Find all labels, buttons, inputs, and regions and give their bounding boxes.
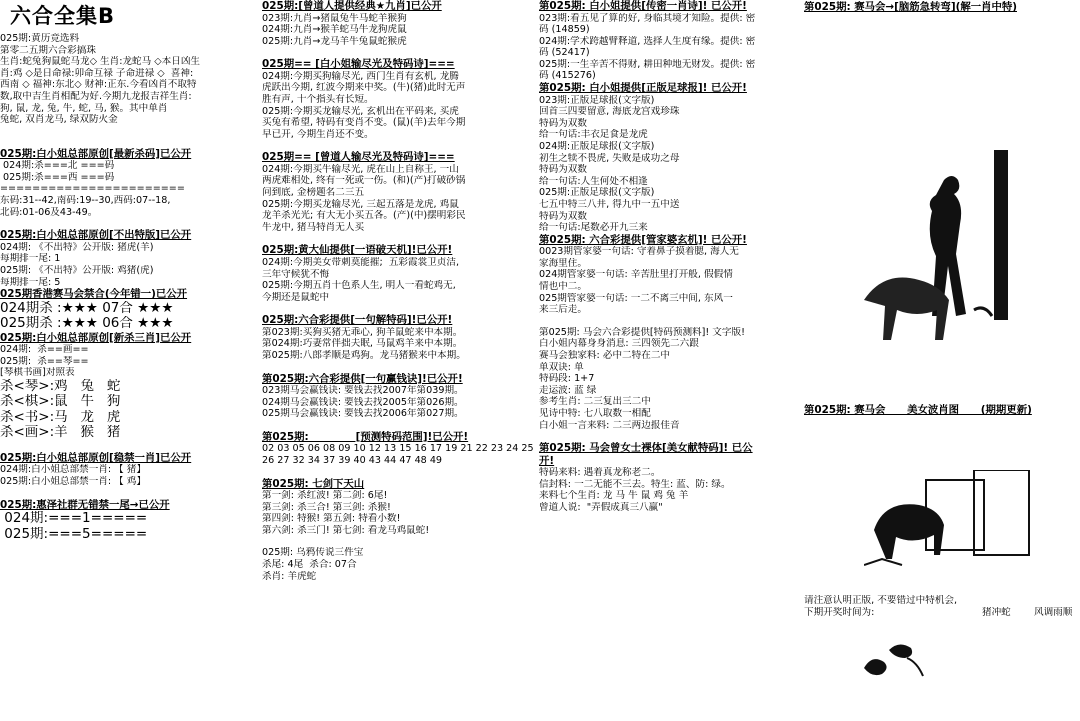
- text-line: 024期: 《不出特》公开版: 猪虎(羊): [0, 241, 154, 253]
- text-line: 025期:今期五肖十色系人生, 明人一看蛇鸡无,: [262, 280, 456, 292]
- text-line: 走运波: 蓝 绿: [539, 384, 597, 396]
- text-line: 025期:一生辛苦不得财, 耕田种地无财发。提供: 密: [539, 58, 756, 70]
- text-line: 家海里住。: [539, 257, 587, 269]
- text-line: 来料七个生肖: 龙 马 牛 鼠 鸡 兔 羊: [539, 490, 689, 502]
- section-header: 025期:六合彩提供[一句解特码]!已公开!: [262, 314, 453, 327]
- text-line: 北码:01-06及43-49。: [0, 206, 98, 218]
- text-line: 024期:学术跨越臂释道, 选择人生度有缘。提供: 密: [539, 35, 756, 47]
- text-line: =======================: [0, 183, 185, 195]
- text-line: [琴棋书画]对照表: [0, 367, 75, 379]
- text-line: 023期:正版足球报(文字版): [539, 94, 655, 106]
- text-line: 回首三四要留意, 海底龙宫戏珍珠: [539, 106, 680, 118]
- spacer: [262, 140, 535, 151]
- text-line: 数,取中吉生肖相配为好.今期九龙报吉祥生肖:: [0, 90, 192, 102]
- spacer: [0, 441, 258, 452]
- page-title: 六合全集B: [10, 4, 116, 28]
- text-line: 025期:今期买龙输尽光, 三起五落是龙虎, 鸡鼠: [262, 198, 459, 210]
- text-line: 024期:杀===北 ===码: [0, 160, 115, 172]
- text-line: 参考生肖: 二三复出三二中: [539, 396, 651, 408]
- text-line: 东码:31--42,南码:19--30,西码:07--18,: [0, 195, 171, 207]
- text-line: 牛龙中, 猪马特肖无人买: [262, 221, 365, 233]
- text-line: 杀<棋>:鼠 牛 狗: [0, 394, 121, 410]
- text-line: 情也中二。: [539, 280, 587, 292]
- text-line: 曾道人说: "弄假成真三八赢": [539, 501, 663, 513]
- text-line: 赛马会独家料: 必中二特在二中: [539, 349, 671, 361]
- text-line: 杀<琴>:鸡 兔 蛇: [0, 378, 121, 394]
- column-4: [804, 0, 1080, 721]
- text-line: 024期: 杀==画==: [0, 344, 89, 356]
- text-line: 025期:白小姐总部禁一肖: 【 鸡】: [0, 475, 146, 487]
- text-line: 每期排一尾: 5: [0, 276, 61, 288]
- text-line: 单双诀: 单: [539, 361, 584, 373]
- text-line: 第三剑: 杀三合! 第三剑: 杀猴!: [262, 501, 391, 513]
- text-line: 每期排一尾: 1: [0, 253, 61, 265]
- pig-snake-phrase: 猪冲蛇: [982, 607, 1011, 618]
- text-line: 码 (52417): [539, 47, 590, 59]
- text-line: 问到底, 金榜题名二三五: [262, 187, 365, 199]
- section-header: 025期== [曾道人输尽光及特码诗]===: [262, 151, 455, 164]
- text-line: 杀尾: 4尾 杀合: 07合: [262, 559, 357, 570]
- section-header: 第025期: 白小姐提供[正版足球报]! 已公开!: [539, 82, 747, 95]
- section-header: 第025期: [预测特码范围]!已公开!: [262, 430, 469, 443]
- text-line: 两虎难相处, 终有一死或一伤。(和)(产)打破砂锅: [262, 175, 466, 187]
- text-line: 特码为双数: [539, 210, 587, 222]
- text-line: 023期:九肖→猪鼠兔牛马蛇羊猴狗: [262, 12, 407, 24]
- riddle-header: 第025期: 赛马会→[脑筋急转弯](解一肖中特): [804, 1, 1018, 13]
- text-line: 024期:今期买牛输尽光, 虎在山上自称王, 一山: [262, 163, 459, 175]
- text-line: 025期:今期买龙输尽光, 玄机出在平码来, 买虎: [262, 105, 459, 117]
- text-line: 西南 ◇ 福神:东北◇ 财神:正东.今看凶肖不取特: [0, 79, 197, 91]
- text-line: 狗, 鼠, 龙, 兔, 牛, 蛇, 马, 猴。其中单肖: [0, 102, 168, 114]
- text-line: 第六剑: 杀三门! 第七剑: 看龙马鸡鼠蛇!: [262, 524, 430, 536]
- section-header: 025期:黄大仙提供[一语破天机]!已公开!: [262, 244, 453, 257]
- section-header: 025期:[曾道人提供经典★九肖]已公开: [262, 0, 442, 12]
- text-line: 买兔有希望, 特码有变肖不变。(鼠)(羊)去年今期: [262, 117, 466, 129]
- text-line: 白小姐一言来料: 二三两边报佳音: [539, 419, 680, 431]
- text-line: 码 (14859): [539, 24, 590, 36]
- text-line: 025期: 乌鸦传说三件宝: [262, 547, 364, 559]
- section-header: 025期:白小姐总部原创[最新杀码]已公开: [0, 147, 192, 160]
- ink-painting-horse-rider: [844, 150, 1044, 350]
- text-line: 龙羊杀光光; 有大无小买五各。(产)(中)摆明彩民: [262, 210, 466, 222]
- text-line: 第一剑: 杀红波! 第二剑: 6尾!: [262, 490, 388, 502]
- section-header: 025期:白小姐总部原创[稳禁一肖]已公开: [0, 451, 192, 464]
- column-3: [539, 0, 801, 721]
- section-header: 025期:白小姐总部原创[不出特版]已公开: [0, 229, 192, 242]
- text-line: 肖:鸡 ◇是日命禄:卯命互禄 子命进禄 ◇ 喜神:: [0, 67, 194, 79]
- section-header: 第025期:六合彩提供[一句赢钱诀]!已公开!: [262, 372, 463, 385]
- spacer: [0, 488, 258, 499]
- text-line: 025期杀 :★★★ 06合 ★★★: [0, 316, 174, 332]
- spacer: [539, 316, 801, 327]
- spacer: [0, 126, 258, 137]
- text-line: 码 (415276): [539, 70, 596, 82]
- section-header: 开!: [539, 454, 555, 467]
- text-line: 024期:九肖→猴羊蛇马牛龙狗虎鼠: [262, 24, 407, 36]
- spacer: [262, 420, 535, 431]
- column-1: [0, 0, 258, 721]
- section-header: 第025期: 马会曾女士裸体[美女献特码]! 已公: [539, 442, 753, 455]
- section-header: 025期香港赛马会禁合(今年错一)已公开: [0, 288, 188, 301]
- spacer: [262, 303, 535, 314]
- text-line: 虎跃出今期, 红波今期来中奖。(牛)(猪)此时无声: [262, 82, 466, 94]
- text-line: 第025期:八郎孝顺是鸡狗。龙马猪猴来中本期。: [262, 349, 466, 361]
- text-line: 第023期:买狗买猪无乖心, 狗羊鼠蛇来中本期。: [262, 326, 463, 338]
- text-line: 第四剑: 特猴! 第五剑: 特看小数!: [262, 513, 401, 525]
- text-line: 024期:===1=====: [0, 511, 148, 527]
- text-line: 杀肖: 羊虎蛇: [262, 570, 317, 582]
- text-line: 杀<书>:马 龙 虎: [0, 409, 121, 425]
- text-line: 杀<画>:羊 猴 猪: [0, 425, 121, 441]
- text-line: 02 03 05 06 08 09 10 12 13 15 16 17 19 21 22 23 24 25: [262, 443, 534, 455]
- text-line: 白小姐内幕身身消息: 三四领先二六跟: [539, 338, 699, 350]
- text-line: 024期管家婆一句话: 辛苦肚里打开般, 假假情: [539, 269, 733, 281]
- section-header: 025期== [白小姐输尽光及特码诗]===: [262, 58, 455, 71]
- spacer: [262, 362, 535, 373]
- text-line: 025期:杀===西 ===码: [0, 171, 115, 183]
- text-line: 26 27 32 34 37 39 40 43 44 47 48 49: [262, 454, 443, 466]
- text-line: 024期:今期美女带刺莫能摧; 五彩霞裳卫贞洁,: [262, 256, 460, 268]
- text-line: 024期:白小姐总部禁一肖: 【 猪】: [0, 464, 146, 476]
- notice-line: 请注意认明正版, 不要错过中特机会,: [804, 595, 958, 606]
- spacer: [262, 536, 535, 547]
- text-line: 生肖:蛇兔狗鼠蛇马龙◇ 生肖:龙蛇马 ◇本日凶生: [0, 56, 201, 68]
- text-line: 025期: 《不出特》公开版: 鸡猪(虎): [0, 264, 154, 276]
- spacer: [262, 233, 535, 244]
- ink-painting-dog: [864, 470, 1044, 570]
- text-line: 第024期:巧妻常伴拙夫眠, 马鼠鸡羊来中本期。: [262, 338, 463, 350]
- text-line: 特码为双数: [539, 117, 587, 129]
- text-line: 025期: 杀==琴==: [0, 355, 89, 367]
- text-line: 给一句话:人生何处不相逢: [539, 175, 648, 187]
- text-line: 信封料: 一二无能不三去。特生: 蓝、防: 绿。: [539, 478, 731, 490]
- text-line: 特码段: 1+7: [539, 373, 595, 385]
- section-header: 025期:白小姐总部原创[新杀三肖]已公开: [0, 331, 192, 344]
- text-line: 七五中特三八井, 得九中一五中送: [539, 198, 680, 210]
- text-line: 见诗中特: 七八取数一相配: [539, 407, 651, 419]
- text-line: 025期:黄历竞选料: [0, 33, 80, 44]
- text-line: 023期:看五见了算的好, 身临其境才知险。提供: 密: [539, 12, 756, 24]
- beauty-chart-header: 第025期: 赛马会 美女波肖图 (期期更新): [804, 404, 1032, 416]
- good-weather-phrase: 风调雨顺: [1034, 607, 1073, 618]
- text-line: 0023期管家婆一句话: 守着鼻子摸着腮, 海人无: [539, 246, 739, 258]
- text-line: 025期:===5=====: [0, 526, 148, 542]
- section-header: 第025期: 白小姐提供[传密一肖诗]! 已公开!: [539, 0, 747, 12]
- spacer: [539, 431, 801, 442]
- text-line: 025期:正版足球报(文字版): [539, 187, 655, 199]
- section-header: 第025期: 六合彩提供[管家婆玄机]! 已公开!: [539, 233, 747, 246]
- text-line: 早已开, 今期生肖还不变。: [262, 128, 374, 140]
- text-line: 025期:九肖→龙马羊牛兔鼠蛇猴虎: [262, 35, 407, 47]
- text-line: 025期管家婆一句话: 一二不离三中间, 东风一: [539, 292, 733, 304]
- text-line: 兔蛇, 双肖龙马, 绿双防火金: [0, 114, 118, 126]
- text-line: 第025期: 马会六合彩提供[特码预测料]! 文字版!: [539, 326, 745, 338]
- spacer: [0, 218, 258, 229]
- text-line: 024期马会赢钱诀: 要钱去找2005年第026期。: [262, 396, 464, 408]
- text-line: 024期:正版足球报(文字版): [539, 140, 655, 152]
- text-line: 三年守候犹不悔: [262, 268, 330, 280]
- ink-painting-rats: [859, 628, 929, 683]
- text-line: 023期马会赢钱诀: 要钱去找2007年第039期。: [262, 385, 464, 397]
- text-line: 今期还是鼠蛇中: [262, 291, 330, 303]
- spacer: [262, 47, 535, 58]
- column-2: [262, 0, 535, 721]
- text-line: 024期杀 :★★★ 07合 ★★★: [0, 300, 174, 316]
- section-header: 第025期: 七剑下天山: [262, 477, 365, 490]
- next-draw-label: 下期开奖时间为:: [804, 607, 875, 618]
- text-line: 初生之犊不畏虎, 失败是成功之母: [539, 152, 680, 164]
- section-header: 025期:惠泽社群无错禁一尾→已公开: [0, 498, 170, 511]
- text-line: 给一句话:尾数必开九三来: [539, 222, 648, 234]
- text-line: 胜有声, 十个指头有长短。: [262, 93, 374, 105]
- text-line: 特码为双数: [539, 164, 587, 176]
- text-line: 特码来料: 遇着真龙称老二。: [539, 467, 661, 479]
- text-line: 024期:今期买狗输尽光, 西门生肖有玄机, 龙腾: [262, 70, 459, 82]
- spacer: [0, 137, 258, 148]
- text-line: 来三后走。: [539, 304, 587, 316]
- text-line: 给一句话:丰衣足食是龙虎: [539, 129, 648, 141]
- text-line: 025期马会赢钱诀: 要钱去找2006年第027期。: [262, 408, 464, 420]
- text-line: 第零二五期六合彩搞珠: [0, 44, 96, 56]
- spacer: [262, 467, 535, 478]
